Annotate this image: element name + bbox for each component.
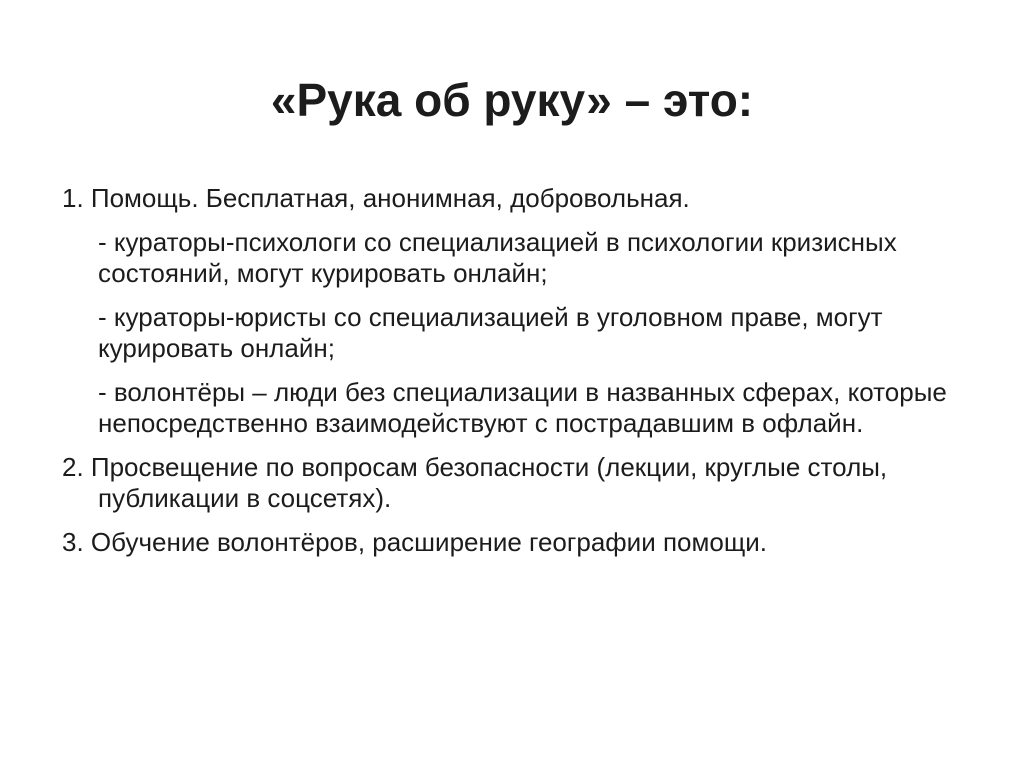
sub-item-psychologists: - кураторы-психологи со специализацией в психологии кризисных состояний, могут курировать онлайн; <box>98 227 897 288</box>
sub-item-lawyers: - кураторы-юристы со специализацией в уголовном праве, могут курировать онлайн; <box>98 302 883 363</box>
slide-title: «Рука об руку» – это: <box>270 74 754 126</box>
list-item-3: 3. Обучение волонтёров, расширение географии помощи. <box>62 527 767 557</box>
list-item-1: 1. Помощь. Бесплатная, анонимная, добровольная. <box>62 183 690 213</box>
slide-content <box>62 183 962 571</box>
sub-item-volunteers: - волонтёры – люди без специализации в названных сферах, которые непосредственно взаимодействуют с пострадавшим в офлайн. <box>98 377 947 438</box>
list-item-2: 2. Просвещение по вопросам безопасности (лекции, круглые столы, публикации в соцсетях). <box>62 452 888 513</box>
